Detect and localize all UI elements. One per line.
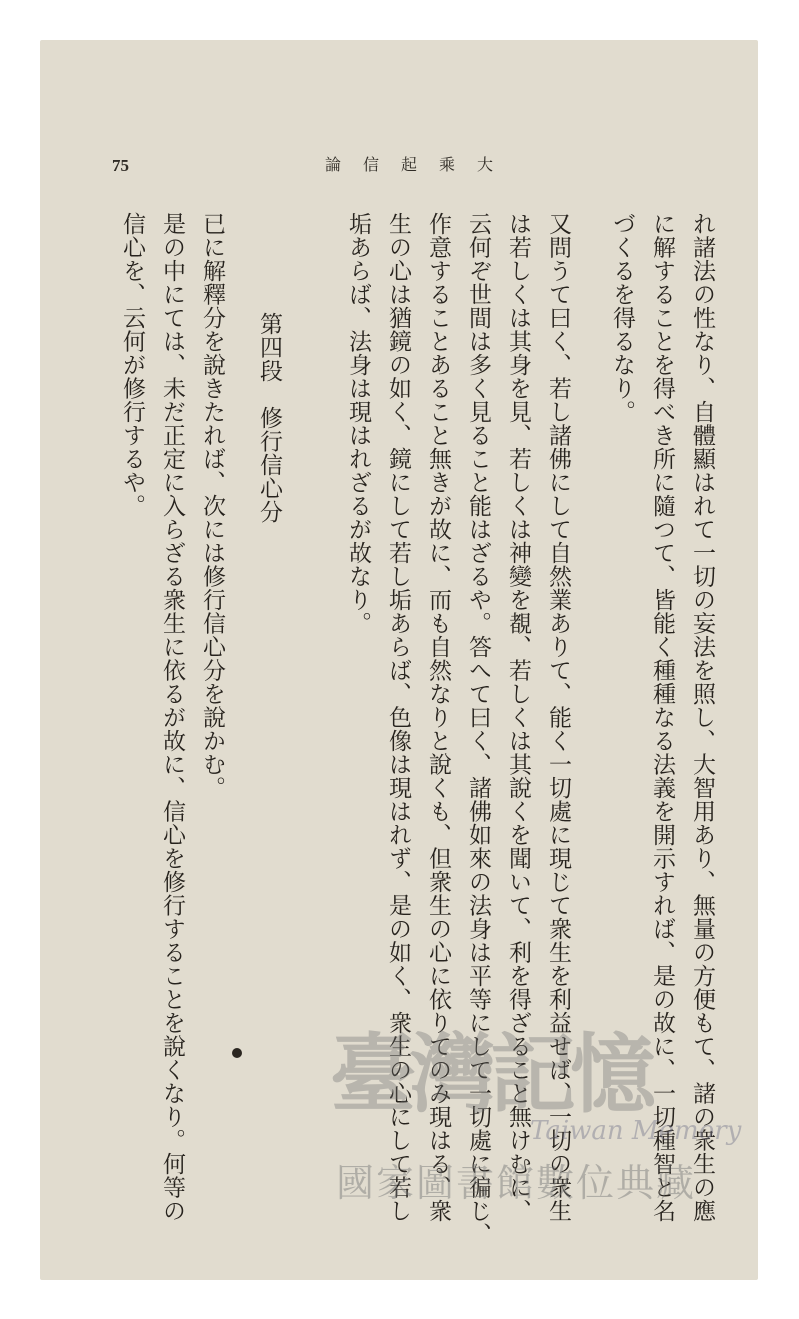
text-column: づくるを得るなり。 <box>609 212 635 424</box>
running-head: 大乘起信論 <box>325 155 516 174</box>
text-column: 又問うて曰く、若し諸佛にして自然業ありて、能く一切處に現じて衆生を利益せば、一切の衆生 <box>545 212 571 1223</box>
text-column: 生の心は猶鏡の如く、鏡にして若し垢あらば、色像は現はれず、是の如く、衆生の心にして若し <box>385 212 411 1223</box>
page-number: 75 <box>112 156 129 175</box>
text-column: れ諸法の性なり、自體顯はれて一切の妄法を照し、大智用あり、無量の方便もて、諸の衆生の應 <box>689 212 715 1223</box>
text-column: 是の中にては、未だ正定に入らざる衆生に依るが故に、信心を修行することを說くなり。何等の <box>159 212 185 1223</box>
section-heading: 第四段 修行信心分 <box>256 312 282 524</box>
text-column: 云何ぞ世間は多く見ること能はざるや。答へて曰く、諸佛如來の法身は平等にして一切處に徧じ、 <box>465 212 491 1246</box>
watermark-logo: 臺灣記憶 <box>330 1025 650 1125</box>
text-column: 信心を、云何が修行するや。 <box>119 212 145 518</box>
text-column: 作意することあること無きが故に、而も自然なりと說くも、但衆生の心に依りてのみ現はる、衆 <box>425 212 451 1223</box>
watermark-institution: 國家圖書館數位典藏 <box>336 1161 697 1205</box>
text-column: 垢あらば、法身は現はれざるが故なり。 <box>345 212 371 635</box>
watermark <box>330 1025 760 1205</box>
watermark-english: Taiwan Memory <box>530 1116 742 1146</box>
text-column: に解することを得べき所に隨つて、皆能く種種なる法義を開示すれば、是の故に、一切種智と名 <box>649 212 675 1223</box>
text-column: は若しくは其身を見、若しくは神變を覩、若しくは其說くを聞いて、利を得ざること無けむに、 <box>505 212 531 1223</box>
ink-spot <box>232 1048 242 1058</box>
text-column: 已に解釋分を說きたれば、次には修行信心分を說かむ。 <box>199 212 225 800</box>
